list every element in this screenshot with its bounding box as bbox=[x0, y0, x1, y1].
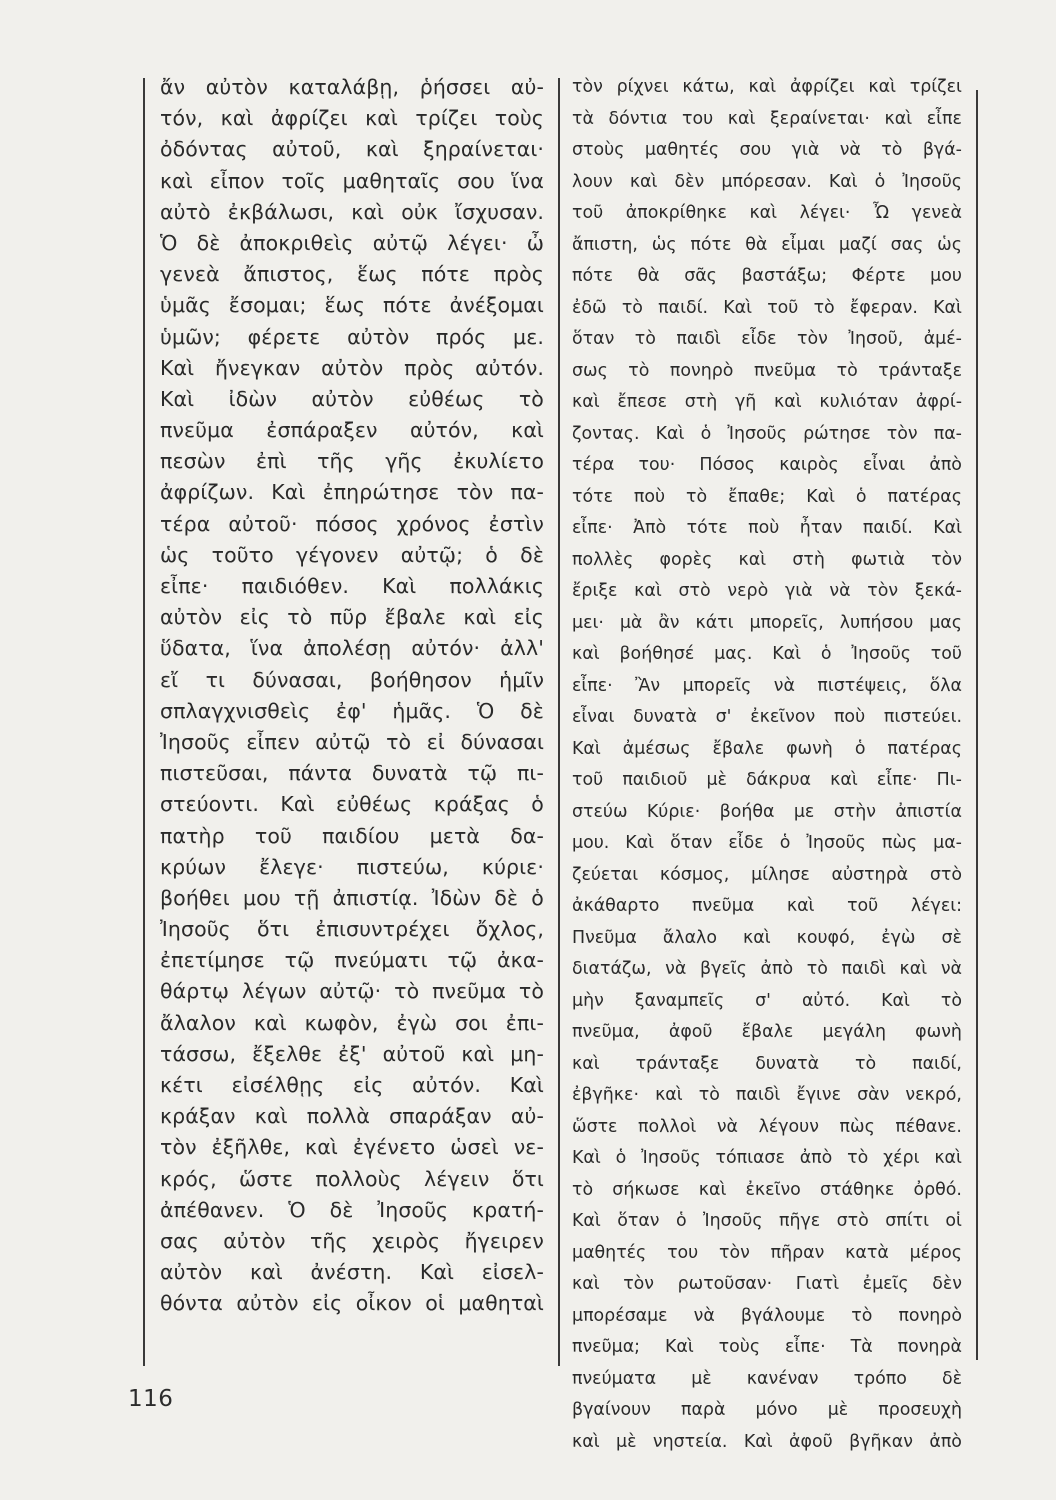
text-line: ἐδῶ τὸ παιδί. Καὶ τοῦ τὸ ἔφεραν. Καὶ bbox=[572, 297, 962, 318]
text-line: πότε θὰ σᾶς βαστάξω; Φέρτε μου bbox=[572, 266, 962, 286]
text-line: λουν καὶ δὲν μπόρεσαν. Καὶ ὁ Ἰησοῦς bbox=[572, 171, 962, 192]
text-line: στεύοντι. Καὶ εὐθέως κράξας ὁ bbox=[160, 792, 544, 817]
modern-greek-translation-column bbox=[572, 72, 962, 1458]
text-line: βγαίνουν παρὰ μόνο μὲ προσευχὴ bbox=[572, 1400, 962, 1420]
text-line: τὸν ἐξῆλθε, καὶ ἐγένετο ὡσεὶ νε- bbox=[160, 1135, 544, 1160]
text-line: ὕδατα, ἵνα ἀπολέσῃ αὐτόν· ἀλλ' bbox=[160, 636, 544, 661]
text-line: θόντα αὐτὸν εἰς οἶκον οἱ μαθηταὶ bbox=[160, 1291, 544, 1316]
text-line: καὶ βοήθησέ μας. Καὶ ὁ Ἰησοῦς τοῦ bbox=[572, 644, 962, 664]
text-line: τέρα του· Πόσος καιρὸς εἶναι ἀπὸ bbox=[572, 455, 962, 475]
text-line: μαθητές του τὸν πῆραν κατὰ μέρος bbox=[572, 1242, 962, 1263]
text-line: εἶπε· παιδιόθεν. Καὶ πολλάκις bbox=[160, 574, 544, 598]
text-line: ἄπιστη, ὡς πότε θὰ εἶμαι μαζί σας ὡς bbox=[572, 234, 962, 255]
text-line: ἄν αὐτὸν καταλάβῃ, ῥήσσει αὐ- bbox=[160, 75, 544, 99]
text-line: Καὶ ἤνεγκαν αὐτὸν πρὸς αὐτόν. bbox=[160, 355, 544, 380]
text-line: σως τὸ πονηρὸ πνεῦμα τὸ τράνταξε bbox=[572, 360, 962, 381]
text-line: βοήθει μου τῇ ἀπιστίᾳ. Ἰδὼν δὲ ὁ bbox=[160, 885, 544, 910]
text-line: ἔριξε καὶ στὸ νερὸ γιὰ νὰ τὸν ξεκά- bbox=[572, 581, 962, 601]
page-number: 116 bbox=[128, 1386, 174, 1412]
text-line: τοῦ ἀποκρίθηκε καὶ λέγει· Ὦ γενεὰ bbox=[572, 203, 962, 223]
text-line: κέτι εἰσέλθῃς εἰς αὐτόν. Καὶ bbox=[160, 1073, 544, 1097]
text-line: ἀφρίζων. Καὶ ἐπηρώτησε τὸν πα- bbox=[160, 480, 544, 505]
text-line: καὶ ἔπεσε στὴ γῆ καὶ κυλιόταν ἀφρί- bbox=[572, 392, 962, 412]
left-column-rule bbox=[143, 78, 145, 1366]
text-line: Καὶ ὅταν ὁ Ἰησοῦς πῆγε στὸ σπίτι οἱ bbox=[572, 1211, 962, 1231]
text-line: πνεῦμα, ἀφοῦ ἔβαλε μεγάλη φωνὴ bbox=[572, 1022, 962, 1042]
right-column-rule bbox=[976, 90, 978, 1360]
text-line: τὸ σήκωσε καὶ ἐκεῖνο στάθηκε ὀρθό. bbox=[572, 1179, 962, 1200]
text-line: ἀπέθανεν. Ὁ δὲ Ἰησοῦς κρατή- bbox=[160, 1197, 544, 1222]
text-line: πνεύματα μὲ κανέναν τρόπο δὲ bbox=[572, 1368, 962, 1389]
text-line: τόν, καὶ ἀφρίζει καὶ τρίζει τοὺς bbox=[160, 106, 544, 131]
text-line: τοῦ παιδιοῦ μὲ δάκρυα καὶ εἶπε· Πι- bbox=[572, 770, 962, 790]
text-line: μπορέσαμε νὰ βγάλουμε τὸ πονηρὸ bbox=[572, 1305, 962, 1326]
text-line: τὰ δόντια του καὶ ξεραίνεται· καὶ εἶπε bbox=[572, 108, 962, 129]
text-line: ὡς τοῦτο γέγονεν αὐτῷ; ὁ δὲ bbox=[160, 542, 544, 567]
text-line: Ἰησοῦς εἶπεν αὐτῷ τὸ εἰ δύνασαι bbox=[160, 729, 544, 754]
text-line: εἴ τι δύνασαι, βοήθησον ἡμῖν bbox=[160, 667, 544, 692]
text-line: τέρα αὐτοῦ· πόσος χρόνος ἐστὶν bbox=[160, 511, 544, 536]
text-line: ἐπετίμησε τῷ πνεύματι τῷ ἀκα- bbox=[160, 948, 544, 973]
column-divider-rule bbox=[558, 78, 560, 1366]
text-line: αὐτὸ ἐκβάλωσι, καὶ οὐκ ἴσχυσαν. bbox=[160, 199, 544, 224]
text-line: ἐβγῆκε· καὶ τὸ παιδὶ ἔγινε σὰν νεκρό, bbox=[572, 1085, 962, 1105]
text-line: εἶναι δυνατὰ σ' ἐκεῖνον ποὺ πιστεύει. bbox=[572, 707, 962, 727]
text-line: κρός, ὥστε πολλοὺς λέγειν ὅτι bbox=[160, 1166, 544, 1191]
text-line: Καὶ ὁ Ἰησοῦς τόπιασε ἀπὸ τὸ χέρι καὶ bbox=[572, 1148, 962, 1168]
text-line: πεσὼν ἐπὶ τῆς γῆς ἐκυλίετο bbox=[160, 449, 544, 474]
text-line: τότε ποὺ τὸ ἔπαθε; Καὶ ὁ πατέρας bbox=[572, 486, 962, 507]
text-line: ὑμᾶς ἔσομαι; ἕως πότε ἀνέξομαι bbox=[160, 293, 544, 318]
text-line: πολλὲς φορὲς καὶ στὴ φωτιὰ τὸν bbox=[572, 549, 962, 570]
text-line: καὶ τράνταξε δυνατὰ τὸ παιδί, bbox=[572, 1053, 962, 1074]
text-line: εἶπε· Ἀπὸ τότε ποὺ ἦταν παιδί. Καὶ bbox=[572, 518, 962, 538]
text-line: ὀδόντας αὐτοῦ, καὶ ξηραίνεται· bbox=[160, 137, 544, 162]
text-line: ζοντας. Καὶ ὁ Ἰησοῦς ρώτησε τὸν πα- bbox=[572, 423, 962, 444]
text-line: ζεύεται κόσμος, μίλησε αὐστηρὰ στὸ bbox=[572, 864, 962, 885]
text-line: πιστεῦσαι, πάντα δυνατὰ τῷ πι- bbox=[160, 761, 544, 786]
text-line: αὐτὸν εἰς τὸ πῦρ ἔβαλε καὶ εἰς bbox=[160, 605, 544, 630]
text-line: ἀκάθαρτο πνεῦμα καὶ τοῦ λέγει: bbox=[572, 896, 962, 916]
text-line: μει· μὰ ἂν κάτι μπορεῖς, λυπήσου μας bbox=[572, 612, 962, 633]
text-line: ὑμῶν; φέρετε αὐτὸν πρός με. bbox=[160, 324, 544, 349]
text-line: καὶ μὲ νηστεία. Καὶ ἀφοῦ βγῆκαν ἀπὸ bbox=[572, 1431, 962, 1452]
text-line: Καὶ ἰδὼν αὐτὸν εὐθέως τὸ bbox=[160, 386, 544, 411]
text-line: καὶ τὸν ρωτοῦσαν· Γιατὶ ἐμεῖς δὲν bbox=[572, 1274, 962, 1294]
ancient-greek-text-column bbox=[160, 72, 544, 1320]
text-line: ἄλαλον καὶ κωφὸν, ἐγὼ σοι ἐπι- bbox=[160, 1010, 544, 1035]
text-line: ὅταν τὸ παιδὶ εἶδε τὸν Ἰησοῦ, ἀμέ- bbox=[572, 329, 962, 349]
text-line: κράξαν καὶ πολλὰ σπαράξαν αὐ- bbox=[160, 1104, 544, 1129]
text-line: εἶπε· Ἂν μπορεῖς νὰ πιστέψεις, ὅλα bbox=[572, 675, 962, 696]
text-line: στοὺς μαθητές σου γιὰ νὰ τὸ βγά- bbox=[572, 140, 962, 160]
text-line: θάρτῳ λέγων αὐτῷ· τὸ πνεῦμα τὸ bbox=[160, 979, 544, 1004]
text-line: μὴν ξαναμπεῖς σ' αὐτό. Καὶ τὸ bbox=[572, 990, 962, 1011]
text-line: αὐτὸν καὶ ἀνέστη. Καὶ εἰσελ- bbox=[160, 1260, 544, 1285]
text-line: κρύων ἔλεγε· πιστεύω, κύριε· bbox=[160, 854, 544, 879]
text-line: Καὶ ἀμέσως ἔβαλε φωνὴ ὁ πατέρας bbox=[572, 738, 962, 759]
text-line: σας αὐτὸν τῆς χειρὸς ἤγειρεν bbox=[160, 1228, 544, 1253]
text-line: καὶ εἶπον τοῖς μαθηταῖς σου ἵνα bbox=[160, 168, 544, 193]
text-line: πατὴρ τοῦ παιδίου μετὰ δα- bbox=[160, 823, 544, 848]
text-line: τάσσω, ἔξελθε ἐξ' αὐτοῦ καὶ μη- bbox=[160, 1041, 544, 1066]
text-line: τὸν ρίχνει κάτω, καὶ ἀφρίζει καὶ τρίζει bbox=[572, 77, 962, 97]
text-line: πνεῦμα ἐσπάραξεν αὐτόν, καὶ bbox=[160, 418, 544, 443]
text-line: γενεὰ ἄπιστος, ἕως πότε πρὸς bbox=[160, 262, 544, 287]
text-line: στεύω Κύριε· βοήθα με στὴν ἀπιστία bbox=[572, 801, 962, 822]
text-line: μου. Καὶ ὅταν εἶδε ὁ Ἰησοῦς πὼς μα- bbox=[572, 833, 962, 853]
text-line: ὥστε πολλοὶ νὰ λέγουν πὼς πέθανε. bbox=[572, 1116, 962, 1137]
text-line: σπλαγχνισθεὶς ἐφ' ἡμᾶς. Ὁ δὲ bbox=[160, 698, 544, 723]
text-line: Πνεῦμα ἄλαλο καὶ κουφό, ἐγὼ σὲ bbox=[572, 927, 962, 948]
text-line: Ἰησοῦς ὅτι ἐπισυντρέχει ὄχλος, bbox=[160, 917, 544, 942]
text-line: Ὁ δὲ ἀποκριθεὶς αὐτῷ λέγει· ὦ bbox=[160, 230, 544, 255]
text-line: πνεῦμα; Καὶ τοὺς εἶπε· Τὰ πονηρὰ bbox=[572, 1337, 962, 1357]
text-line: διατάζω, νὰ βγεῖς ἀπὸ τὸ παιδὶ καὶ νὰ bbox=[572, 959, 962, 979]
